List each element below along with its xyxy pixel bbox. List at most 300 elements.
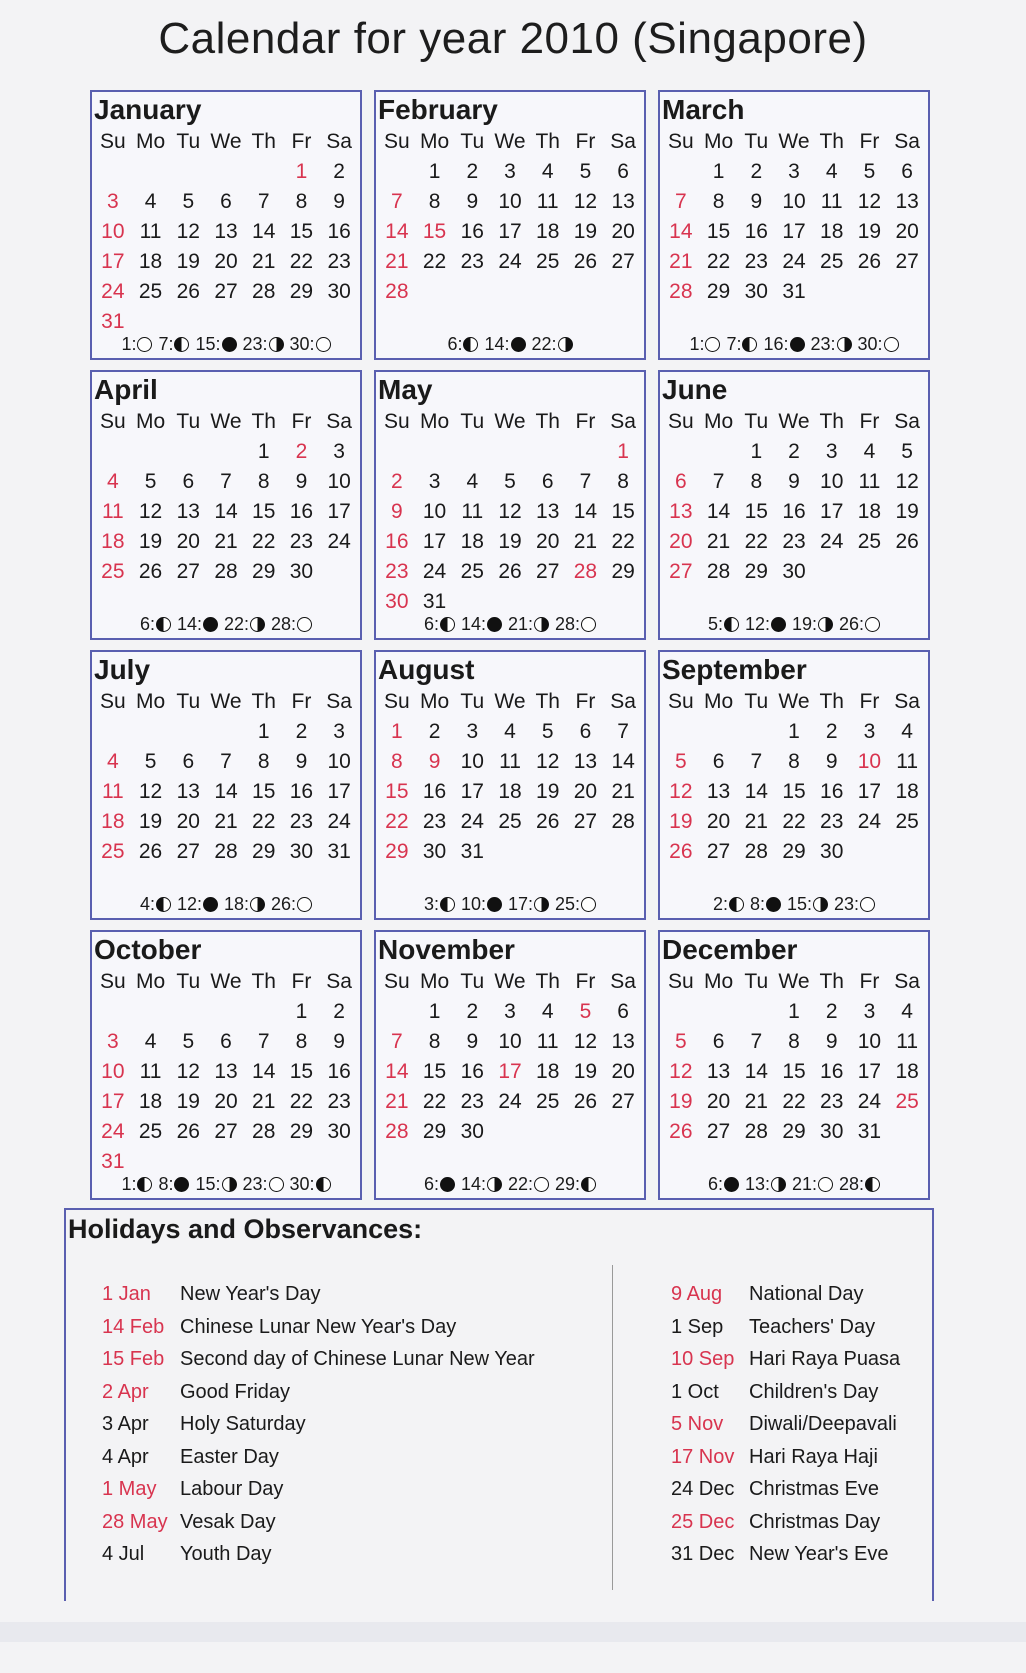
moon-phase	[750, 894, 781, 915]
week-row	[92, 1117, 360, 1147]
weekday-label: We	[210, 690, 242, 713]
day-cell: 8	[617, 470, 629, 493]
day-cell: 2	[295, 720, 308, 743]
day-cell: 27	[176, 560, 200, 583]
weekday-label: Fr	[575, 410, 596, 433]
weekday-header	[376, 687, 644, 717]
day-cell: 6	[182, 750, 195, 773]
moon-phase	[508, 1174, 549, 1195]
day-cell: 14	[669, 220, 693, 243]
weekday-label: Su	[384, 690, 410, 713]
week-row	[92, 997, 360, 1027]
day-cell: 16	[327, 220, 351, 243]
empty-cell	[851, 837, 889, 867]
empty-cell	[94, 997, 132, 1027]
moon-date: 6:	[707, 1174, 723, 1194]
day-cell: 31	[782, 280, 806, 303]
week-row	[376, 497, 644, 527]
day-cell: 10	[857, 750, 882, 773]
empty-cell	[132, 437, 170, 467]
holiday-date: 10 Sep	[671, 1348, 735, 1370]
weekday-header	[660, 127, 928, 157]
week-row	[92, 437, 360, 467]
weekday-header	[92, 127, 360, 157]
weekday-label: We	[210, 410, 242, 433]
week-row	[92, 307, 360, 337]
day-cell: 26	[536, 810, 560, 833]
day-cell: 15	[782, 1060, 806, 1083]
day-cell: 4	[901, 720, 913, 743]
moon-phase	[447, 334, 478, 355]
day-cell: 21	[744, 1090, 768, 1113]
weekday-label: Fr	[291, 690, 312, 713]
day-cell: 6	[712, 1030, 725, 1053]
day-cell: 7	[220, 750, 232, 773]
day-cell: 28	[611, 810, 635, 833]
empty-cell	[453, 437, 491, 467]
empty-cell	[604, 1117, 642, 1147]
holiday-name: Christmas Eve	[749, 1478, 880, 1500]
last-moon-icon	[724, 617, 739, 632]
week-row	[376, 777, 644, 807]
day-cell: 16	[385, 530, 409, 553]
day-cell: 11	[139, 220, 162, 243]
weekday-label: Sa	[326, 690, 352, 713]
weekday-label: Tu	[176, 410, 201, 433]
weekday-label: Fr	[859, 130, 880, 153]
last-moon-icon	[137, 1177, 152, 1192]
weekday-label: Fr	[859, 970, 880, 993]
moon-phase	[726, 334, 757, 355]
weekday-label: We	[778, 410, 810, 433]
week-row	[376, 437, 644, 467]
moon-phase	[858, 334, 899, 355]
day-cell: 20	[611, 220, 635, 243]
last-moon-icon	[581, 1177, 596, 1192]
moon-phase	[140, 614, 171, 635]
first-moon-icon	[269, 337, 284, 352]
day-cell: 1	[295, 160, 308, 183]
holiday-date: 9 Aug	[671, 1283, 723, 1305]
day-cell: 9	[825, 750, 838, 773]
day-cell: 22	[289, 1090, 314, 1113]
day-cell: 28	[214, 840, 238, 863]
day-cell: 13	[214, 1060, 238, 1083]
weekday-label: Th	[535, 130, 560, 153]
weekday-label: Sa	[610, 130, 636, 153]
new-moon-icon	[724, 1177, 739, 1192]
day-cell: 18	[536, 1060, 560, 1083]
day-cell: 28	[744, 1120, 768, 1143]
day-cell: 6	[675, 470, 687, 493]
day-cell: 1	[712, 160, 725, 183]
day-cell: 22	[252, 530, 276, 553]
weekday-label: Sa	[894, 130, 920, 153]
day-cell: 13	[611, 190, 635, 213]
holiday-row	[671, 1538, 900, 1571]
moon-phase	[290, 1174, 331, 1195]
day-cell: 11	[858, 470, 881, 493]
day-cell: 14	[744, 1060, 768, 1083]
day-cell: 24	[460, 810, 484, 833]
day-cell: 10	[857, 1030, 882, 1053]
week-row	[660, 997, 928, 1027]
day-cell: 23	[744, 250, 768, 273]
moon-phase	[424, 894, 455, 915]
day-cell: 21	[611, 780, 635, 803]
day-cell: 4	[144, 1030, 157, 1053]
day-cell: 19	[176, 250, 200, 273]
weekday-label: Mo	[135, 970, 166, 993]
day-cell: 4	[541, 160, 554, 183]
day-cell: 19	[573, 1060, 598, 1083]
weekday-label: We	[778, 970, 810, 993]
moon-date: 10:	[460, 894, 486, 914]
day-cell: 12	[669, 1060, 693, 1083]
day-cell: 8	[788, 1030, 800, 1053]
day-cell: 31	[422, 590, 447, 613]
weekday-header	[376, 407, 644, 437]
month-name: September	[662, 654, 807, 685]
day-cell: 16	[820, 780, 844, 803]
week-row	[376, 247, 644, 277]
day-cell: 27	[706, 840, 731, 863]
day-cell: 12	[498, 500, 522, 523]
week-row	[660, 247, 928, 277]
day-cell: 9	[391, 500, 403, 523]
week-row	[376, 1027, 644, 1057]
weekday-label: Th	[251, 130, 276, 153]
day-cell: 2	[391, 470, 403, 493]
full-moon-icon	[269, 1177, 284, 1192]
day-cell: 25	[138, 280, 163, 303]
day-cell: 16	[327, 1060, 351, 1083]
day-cell: 5	[144, 750, 157, 773]
weekday-label: Fr	[859, 690, 880, 713]
day-cell: 17	[857, 780, 882, 803]
moon-date: 12:	[176, 894, 202, 914]
empty-cell	[207, 307, 245, 337]
day-cell: 29	[744, 560, 768, 583]
day-cell: 9	[333, 1030, 345, 1053]
holiday-row	[102, 1506, 535, 1539]
empty-cell	[737, 997, 775, 1027]
weekday-label: Sa	[326, 970, 352, 993]
weekday-label: Sa	[894, 690, 920, 713]
moon-phase	[271, 614, 312, 635]
day-cell: 13	[536, 500, 560, 523]
week-row	[376, 717, 644, 747]
holiday-date: 3 Apr	[102, 1413, 149, 1435]
day-cell: 9	[295, 750, 308, 773]
week-row	[92, 717, 360, 747]
day-cell: 20	[706, 810, 731, 833]
month-june	[658, 370, 930, 640]
week-row	[92, 247, 360, 277]
month-name: October	[94, 934, 202, 965]
day-cell: 15	[706, 220, 731, 243]
moon-phase	[290, 334, 331, 355]
day-cell: 28	[252, 1120, 276, 1143]
holiday-row	[102, 1278, 535, 1311]
day-cell: 29	[289, 1120, 314, 1143]
day-cell: 22	[252, 810, 276, 833]
holiday-name: Second day of Chinese Lunar New Year	[180, 1348, 535, 1370]
weekday-label: Su	[668, 410, 694, 433]
holiday-name: Hari Raya Haji	[749, 1445, 878, 1468]
moon-phase	[243, 1174, 284, 1195]
empty-cell	[567, 277, 605, 307]
moon-date: 28:	[271, 614, 297, 634]
empty-cell	[529, 587, 567, 617]
day-cell: 4	[901, 1000, 913, 1023]
weekday-label: Mo	[135, 130, 166, 153]
day-cell: 13	[573, 750, 598, 773]
full-moon-icon	[581, 897, 596, 912]
full-moon-icon	[860, 897, 875, 912]
empty-cell	[245, 997, 283, 1027]
week-row	[92, 277, 360, 307]
day-cell: 15	[289, 1060, 314, 1083]
weekday-header	[660, 967, 928, 997]
moon-phases	[660, 334, 928, 355]
week-row	[92, 837, 360, 867]
day-cell: 23	[327, 250, 351, 273]
empty-cell	[207, 997, 245, 1027]
moon-phase	[195, 1174, 236, 1195]
empty-cell	[245, 1147, 283, 1177]
holiday-row	[671, 1506, 900, 1539]
week-row	[376, 747, 644, 777]
empty-cell	[700, 717, 738, 747]
week-row	[376, 527, 644, 557]
month-name: August	[378, 654, 475, 685]
week-row	[660, 807, 928, 837]
empty-cell	[453, 277, 491, 307]
full-moon-icon	[534, 1177, 549, 1192]
empty-cell	[320, 557, 358, 587]
weekday-label: Tu	[744, 690, 769, 713]
week-row	[660, 437, 928, 467]
empty-cell	[851, 277, 889, 307]
day-cell: 3	[863, 1000, 876, 1023]
weekday-label: Fr	[291, 970, 312, 993]
day-cell: 29	[782, 1120, 806, 1143]
day-cell: 14	[573, 500, 598, 523]
holiday-date: 14 Feb	[102, 1315, 165, 1338]
day-cell: 24	[327, 530, 351, 553]
moon-date: 6:	[447, 334, 463, 354]
weekday-header	[376, 127, 644, 157]
day-cell: 11	[536, 190, 559, 213]
day-cell: 12	[138, 500, 163, 523]
day-cell: 15	[385, 780, 409, 803]
moon-date: 14:	[484, 334, 510, 354]
day-cell: 5	[675, 750, 687, 773]
day-cell: 29	[385, 840, 409, 863]
first-moon-icon	[534, 897, 549, 912]
week-row	[376, 557, 644, 587]
moon-date: 30:	[857, 334, 883, 354]
empty-cell	[132, 717, 170, 747]
holiday-name: New Year's Day	[180, 1283, 321, 1305]
moon-phases	[92, 614, 360, 635]
day-cell: 26	[669, 840, 693, 863]
day-cell: 18	[895, 1060, 919, 1083]
day-cell: 6	[220, 1030, 232, 1053]
day-cell: 29	[422, 1120, 447, 1143]
moon-phase	[508, 894, 549, 915]
moon-date: 23:	[242, 1174, 268, 1194]
empty-cell	[245, 307, 283, 337]
empty-cell	[567, 587, 605, 617]
empty-cell	[491, 277, 529, 307]
holidays-panel	[64, 1208, 934, 1601]
day-cell: 10	[498, 1030, 522, 1053]
weekday-label: We	[210, 970, 242, 993]
day-cell: 1	[295, 1000, 308, 1023]
day-cell: 8	[295, 190, 308, 213]
day-cell: 31	[460, 840, 484, 863]
day-cell: 22	[611, 530, 635, 553]
moon-phase	[424, 614, 455, 635]
moon-phase	[195, 334, 236, 355]
day-cell: 23	[289, 810, 314, 833]
week-row	[376, 217, 644, 247]
holidays-right-column	[671, 1278, 900, 1571]
moon-date: 6:	[423, 1174, 439, 1194]
weekday-label: Su	[384, 130, 410, 153]
day-cell: 24	[857, 810, 882, 833]
empty-cell	[491, 1117, 529, 1147]
empty-cell	[529, 1117, 567, 1147]
moon-date: 14:	[460, 614, 486, 634]
empty-cell	[169, 717, 207, 747]
week-row	[376, 467, 644, 497]
day-cell: 11	[139, 1060, 162, 1083]
day-cell: 20	[214, 1090, 238, 1113]
day-cell: 25	[138, 1120, 163, 1143]
page-title: Calendar for year 2010 (Singapore)	[158, 14, 868, 63]
holiday-name: Hari Raya Puasa	[749, 1348, 901, 1370]
weekday-label: Su	[668, 130, 694, 153]
weekday-label: Sa	[326, 130, 352, 153]
holiday-name: Good Friday	[180, 1380, 291, 1403]
first-moon-icon	[813, 897, 828, 912]
day-cell: 24	[782, 250, 806, 273]
week-row	[92, 557, 360, 587]
week-row	[660, 557, 928, 587]
day-cell: 10	[422, 500, 447, 523]
day-cell: 16	[289, 500, 314, 523]
weekday-label: We	[494, 410, 526, 433]
empty-cell	[662, 437, 700, 467]
day-cell: 29	[782, 840, 806, 863]
day-cell: 1	[391, 720, 403, 743]
day-cell: 30	[327, 280, 351, 303]
month-october	[90, 930, 362, 1200]
day-cell: 19	[669, 1090, 693, 1113]
moon-date: 8:	[158, 1174, 174, 1194]
empty-cell	[283, 1147, 321, 1177]
first-moon-icon	[818, 617, 833, 632]
moon-phase	[243, 334, 284, 355]
day-cell: 29	[289, 280, 314, 303]
empty-cell	[813, 277, 851, 307]
holiday-row	[102, 1441, 535, 1474]
day-cell: 2	[750, 160, 763, 183]
moon-phases	[92, 1174, 360, 1195]
moon-date: 30:	[289, 1174, 315, 1194]
day-cell: 6	[579, 720, 592, 743]
empty-cell	[662, 717, 700, 747]
moon-phase	[271, 894, 312, 915]
empty-cell	[491, 437, 529, 467]
day-cell: 15	[289, 220, 314, 243]
last-moon-icon	[440, 617, 455, 632]
moon-phase	[508, 614, 549, 635]
moon-phases	[660, 614, 928, 635]
week-row	[376, 187, 644, 217]
moon-date: 15:	[786, 894, 813, 914]
day-cell: 15	[252, 780, 276, 803]
holiday-date: 2 Apr	[102, 1380, 149, 1403]
day-cell: 12	[573, 190, 598, 213]
empty-cell	[320, 1147, 358, 1177]
day-cell: 27	[706, 1120, 731, 1143]
moon-phase	[745, 1174, 786, 1195]
day-cell: 7	[750, 750, 763, 773]
day-cell: 18	[101, 530, 125, 553]
moon-phase	[834, 894, 875, 915]
moon-date: 2:	[712, 894, 728, 914]
week-row	[376, 1087, 644, 1117]
weekday-label: Th	[535, 410, 560, 433]
day-cell: 20	[536, 530, 560, 553]
day-cell: 28	[744, 840, 768, 863]
day-cell: 18	[138, 250, 163, 273]
weekday-label: We	[494, 690, 526, 713]
moon-phases	[376, 614, 644, 635]
day-cell: 11	[101, 500, 124, 523]
day-cell: 26	[895, 530, 919, 553]
day-cell: 11	[499, 750, 521, 773]
month-july	[90, 650, 362, 920]
weekday-label: Sa	[610, 410, 636, 433]
day-cell: 22	[289, 250, 314, 273]
empty-cell	[851, 557, 889, 587]
week-row	[92, 157, 360, 187]
weekday-label: Fr	[291, 410, 312, 433]
holidays-left-column	[102, 1278, 535, 1571]
weekday-label: Tu	[460, 690, 485, 713]
day-cell: 6	[617, 160, 629, 183]
holiday-row	[102, 1473, 535, 1506]
day-cell: 13	[669, 500, 693, 523]
day-cell: 30	[422, 840, 447, 863]
holidays-divider	[612, 1265, 613, 1590]
weekday-label: Fr	[291, 130, 312, 153]
day-cell: 27	[611, 250, 635, 273]
day-cell: 18	[460, 530, 484, 553]
month-name: June	[662, 374, 728, 405]
full-moon-icon	[818, 1177, 833, 1192]
day-cell: 10	[327, 750, 351, 773]
moon-phase	[555, 894, 596, 915]
month-name: November	[378, 934, 515, 965]
month-name: March	[662, 94, 745, 125]
day-cell: 17	[782, 220, 806, 243]
